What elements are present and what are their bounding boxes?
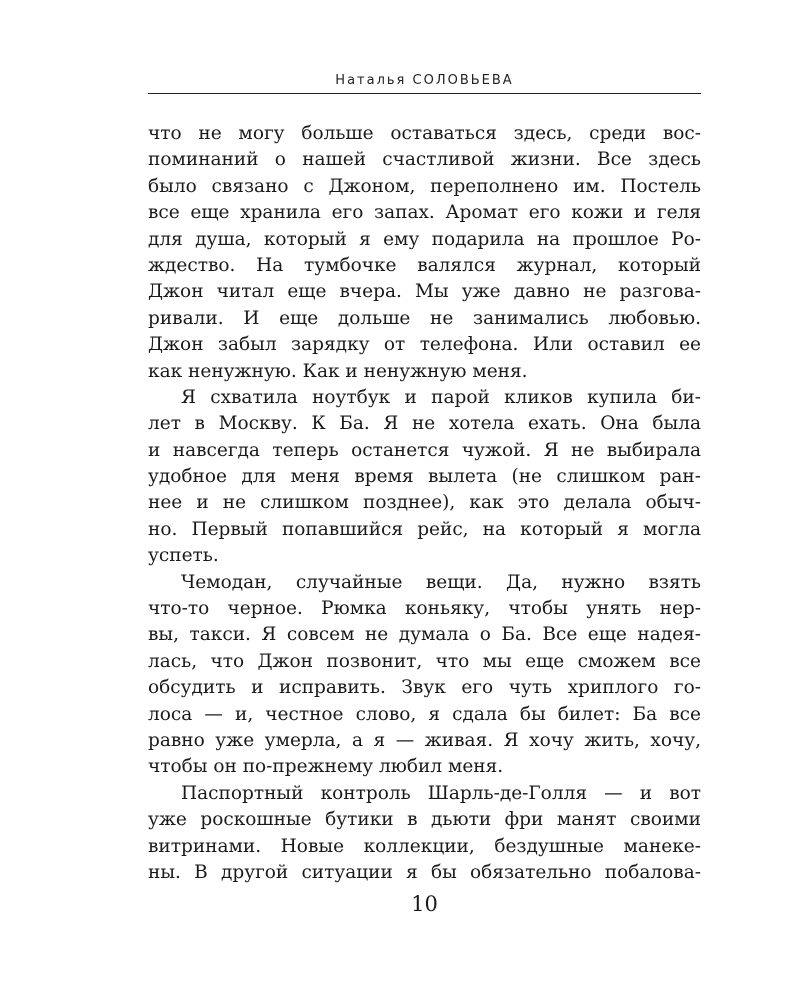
text-line: было связано с Джоном, переполнено им. Постель [148,175,701,197]
text-line: чтобы он по-прежнему любил меня. [148,756,504,778]
text-line: успеть. [148,545,219,567]
text-line: ривали. И еще дольше не занимались любовью. [148,307,701,329]
text-line: Чемодан, случайные вещи. Да, нужно взять [181,571,701,593]
text-line: все еще хранила его запах. Аромат его кожи и геля [148,202,701,224]
text-line: для душа, который я ему подарила на прошлое Ро- [148,228,701,250]
running-head [148,72,701,90]
text-line: равно уже умерла, а я — живая. Я хочу жить, хочу, [148,729,701,751]
author-last-name: СОЛОВЬЕВА [412,73,514,88]
text-line: лась, что Джон позвонит, что мы еще сможем все [148,650,701,672]
text-line: Я схватила ноутбук и парой кликов купила би- [181,386,701,408]
text-line: нее и не слишком позднее), как это делала обыч- [148,492,701,514]
text-line: но. Первый попавшийся рейс, на который я могла [148,518,701,540]
text-line: Паспортный контроль Шарль-де-Голля — и вот [181,782,701,804]
text-line: Джон забыл зарядку от телефона. Или оставил ее [148,334,701,356]
text-line: лет в Москву. К Ба. Я не хотела ехать. Она была [148,413,701,435]
text-line: как ненужную. Как и ненужную меня. [148,360,528,382]
text-line: ждество. На тумбочке валялся журнал, который [148,254,701,276]
text-line: Джон читал еще вчера. Мы уже давно не разгова- [148,281,701,303]
text-line: поминаний о нашей счастливой жизни. Все здесь [148,149,701,171]
body-text [148,121,701,886]
text-line: удобное для меня время вылета (не слишком ран- [148,466,701,488]
text-line: лоса — и, честное слово, я сдала бы билет: Ба все [148,703,701,725]
text-line: что не могу больше оставаться здесь, среди вос- [148,123,701,144]
text-line: что-то черное. Рюмка коньяку, чтобы унять нер- [148,598,701,620]
author-first-name: Наталья [335,73,407,88]
text-line: обсудить и исправить. Звук его чуть хриплого го- [148,677,701,699]
text-line: уже роскошные бутики в дьюти фри манят своими [148,809,701,831]
text-line: ны. В другой ситуации я бы обязательно побалова- [148,861,701,883]
text-line: и навсегда теперь останется чужой. Я не выбирала [148,439,701,461]
page-number: 10 [411,892,438,916]
text-line: вы, такси. Я совсем не думала о Ба. Все еще надея- [148,624,701,646]
header-rule [148,93,701,94]
text-line: витринами. Новые коллекции, бездушные манекe- [148,835,701,857]
